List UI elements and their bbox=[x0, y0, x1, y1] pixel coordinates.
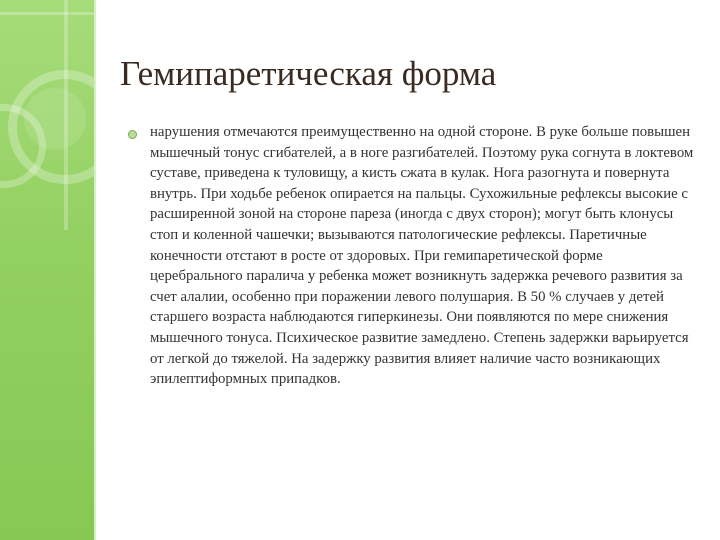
bullet-item bbox=[128, 122, 694, 390]
decorative-side-band bbox=[0, 0, 94, 540]
bullet-icon bbox=[128, 130, 137, 139]
bullet-text: нарушения отмечаются преимущественно на одной стороне. В руке больше повышен мышечный тонус сгибателей, а в ноге разгибателей. Поэтому рука согнута в локтевом суставе, приведена к туловищу, а кисть сжата в кулак. Нога разогнута и повернута внутрь. При ходьбе ребенок опирается на пальцы. Сухожильные рефлексы высокие с расширенной зоной на стороне пареза (иногда с двух сторон); могут быть клонусы стоп и коленной чашечки; вызываются патологические рефлексы. Паретичные конечности отстают в росте от здоровых. При гемипаретической форме церебрального паралича у ребенка может возникнуть задержка речевого развития за счет алалии, особенно при поражении левого полушария. В 50 % случаев у детей старшего возраста наблюдаются гиперкинезы. Они появляются по мере снижения мышечного тонуса. Психическое развитие замедлено. Степень задержки варьируется от легкой до тяжелой. На задержку развития влияет наличие часто возникающих эпилептиформных припадков. bbox=[150, 124, 694, 388]
decorative-horizontal-line bbox=[0, 12, 94, 15]
slide-content bbox=[128, 122, 694, 390]
decorative-vertical-line bbox=[64, 0, 68, 230]
side-band-edge bbox=[94, 0, 96, 540]
slide-title: Гемипаретическая форма bbox=[120, 54, 497, 93]
